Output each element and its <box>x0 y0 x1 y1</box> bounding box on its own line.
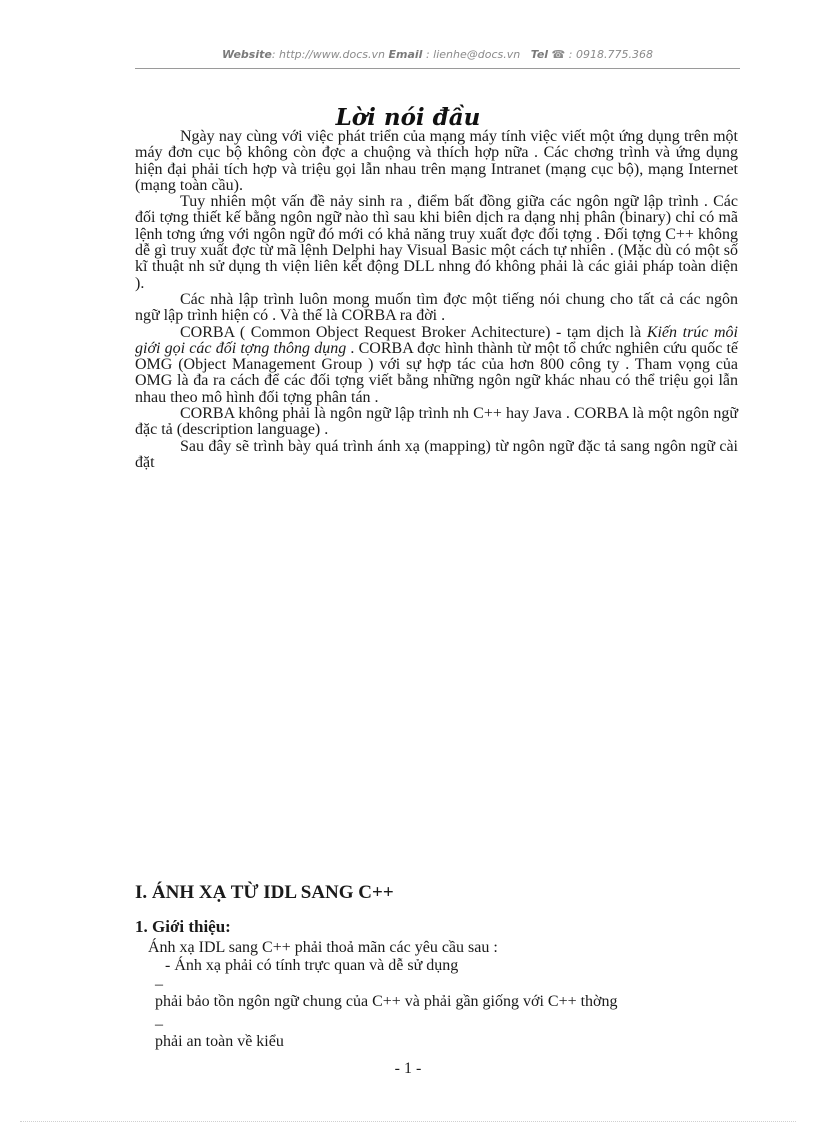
intro-line: Ánh xạ IDL sang C++ phải thoả mãn các yêu cầu sau : <box>148 939 498 956</box>
list-item-text: phải bảo tồn ngôn ngữ chung của C++ và phải gần giống với C++ thờng <box>155 992 618 1010</box>
email-label: Email <box>388 48 423 61</box>
list-item-text: - Ánh xạ phải có tính trực quan và dễ sử dụng <box>165 957 459 974</box>
page-header <box>135 48 740 69</box>
tel-value: ☎ : 0918.775.368 <box>548 48 653 61</box>
list-item-text: phải an toàn về kiểu <box>155 1032 284 1050</box>
italic-term: Kiến trúc môi giới gọi các đối tợng thông dụng <box>135 323 738 357</box>
paragraph: Các nhà lập trình luôn mong muốn tìm đợc một tiếng nói chung cho tất cả các ngôn ngữ lập trình hiện có . Và thế là CORBA ra đời . <box>135 290 738 325</box>
section-heading: I. ÁNH XẠ TỪ IDL SANG C++ <box>135 882 394 903</box>
list-item <box>165 958 750 975</box>
dash-marker: – <box>155 976 163 993</box>
paragraph: CORBA không phải là ngôn ngữ lập trình nh C++ hay Java . CORBA là một ngôn ngữ đặc tả (description language) . <box>135 405 738 439</box>
tel-label: Tel <box>530 48 549 61</box>
paragraph <box>135 325 738 406</box>
list-item <box>155 977 740 1010</box>
subsection-heading: 1. Giới thiệu: <box>135 917 231 936</box>
paragraph-part: . CORBA đợc hình thành từ một tổ chức nghiên cứu quốc tế OMG (Object Management Group ) với sự hợp tác của hơn 800 công ty . Tham vọng của OMG là đa ra cách để các đối tợng viết bằng những ngôn ngữ khác nhau có thể triệu gọi lẫn nhau theo mô hình đối tợng phân tán . <box>135 339 739 406</box>
email-value: : lienhe@docs.vn <box>422 48 521 61</box>
paragraph-part: CORBA ( Common Object Request Broker Achitecture) - tạm dịch là <box>180 323 647 341</box>
bottom-divider <box>20 1121 796 1122</box>
page-number: - 1 - <box>394 1060 422 1077</box>
website-label: Website <box>222 48 272 61</box>
paragraph: Sau đây sẽ trình bày quá trình ánh xạ (mapping) từ ngôn ngữ đặc tả sang ngôn ngữ cài đặt <box>135 437 738 471</box>
paragraph: Tuy nhiên một vấn đề nảy sinh ra , điểm bất đồng giữa các ngôn ngữ lập trình . Các đối tợng thiết kế bằng ngôn ngữ nào thì sau khi biên dịch ra dạng nhị phân (binary) chỉ có mã lệnh tơng ứng với ngôn ngữ đó mới có khả năng truy xuất đợc đối tợng . Đối tợng C++ không dễ gì truy xuất đợc từ mã lệnh Delphi hay Visual Basic một cách tự nhiên . (Mặc dù có một số kĩ thuật nh sử dụng th viện liên kết động DLL nhng đó không phải là các giải pháp toàn diện ). <box>135 193 738 292</box>
website-value: : http://www.docs.vn <box>271 48 386 61</box>
dash-marker: – <box>155 1016 163 1033</box>
page-title: Lời nói đầu <box>335 104 481 131</box>
list-item <box>155 1017 740 1050</box>
paragraph: Ngày nay cùng với việc phát triển của mạng máy tính việc viết một ứng dụng trên một máy đơn cục bộ không còn đợc a chuộng và thích hợp nữa . Các chơng trình và ứng dụng hiện đại phải tích hợp và triệu gọi lẫn nhau trên mạng Intranet (mạng cục bộ), mạng Internet (mạng toàn cầu). <box>135 128 738 194</box>
body-text <box>135 129 738 471</box>
